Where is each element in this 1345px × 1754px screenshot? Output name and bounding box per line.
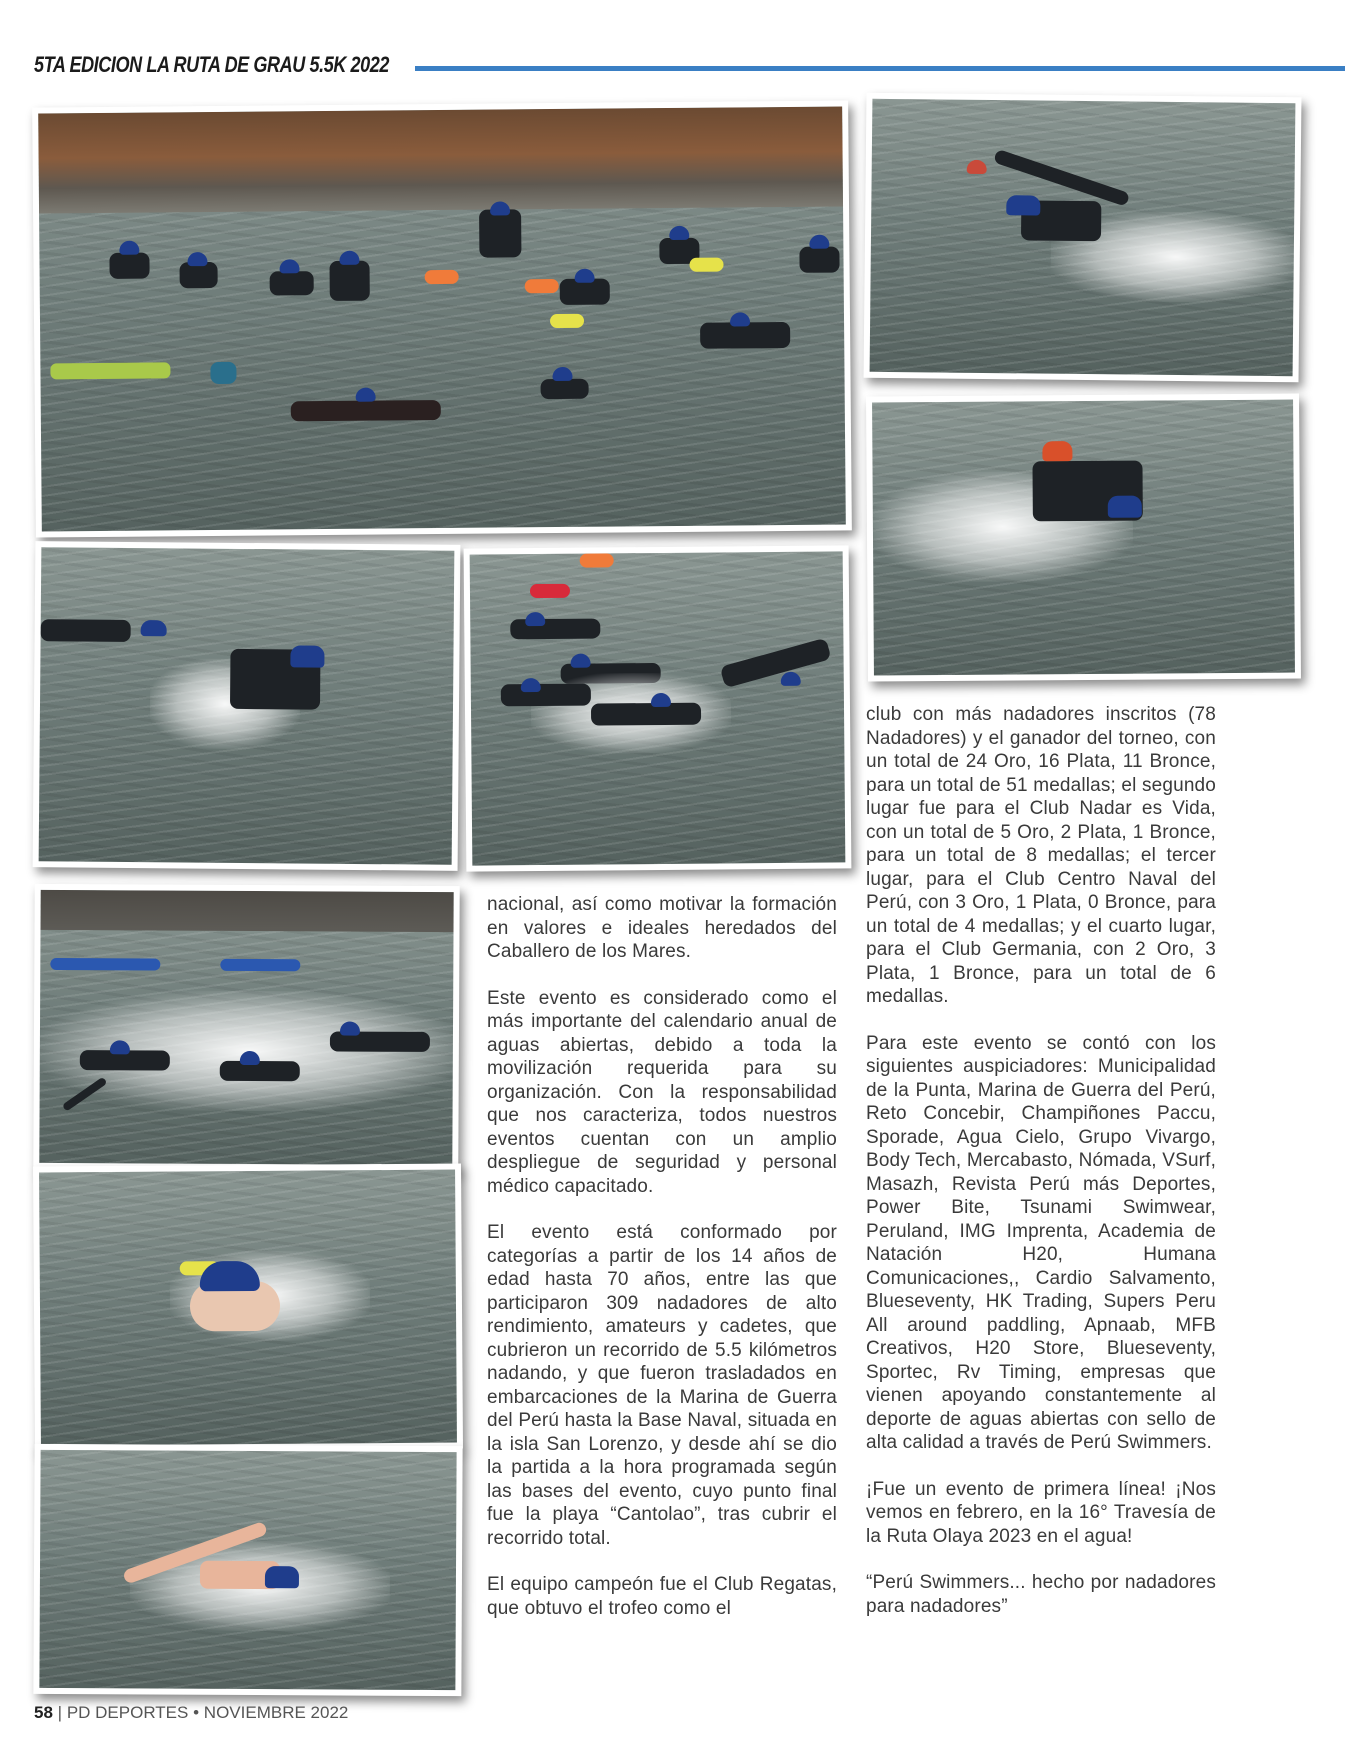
header-rule [415, 66, 1345, 71]
swimmer-arm-raised-photo [864, 93, 1302, 383]
swimmer-goggles-photo [33, 1164, 463, 1452]
group-start-photo [32, 100, 852, 537]
page-number: 58 [34, 1703, 53, 1722]
paragraph: ¡Fue un evento de primera línea! ¡Nos vemos en febrero, en la 16° Travesía de la Ruta Olaya 2023 en el agua! [866, 1478, 1216, 1547]
swimmer-splash-photo [33, 541, 461, 871]
swimmer-stroke-photo [33, 1444, 462, 1696]
paragraph: nacional, así como motivar la formación en valores e ideales heredados del Caballero de los Mares. [487, 894, 837, 962]
article-column-right [866, 703, 1216, 1641]
article-column-middle [487, 893, 837, 1643]
paragraph: El evento está conformado por categorías a partir de los 14 años de edad hasta 70 años, entre las que participaron 309 nadadores de alto rendimiento, amateurs y cadetes, que cubrieron un recorrido de 5.5 kilómetros nadando, y que fueron trasladados en embarcaciones de la Marina de Guerra del Perú hasta la Base Naval, situada en la isla San Lorenzo, y desde ahí se dio la partida a la hora programada según las bases del evento, cuyo punto final fue la playa “Cantolao”, tras cubrir el recorrido total. [487, 1222, 837, 1549]
kayak-escort-photo [33, 884, 459, 1171]
paragraph: El equipo campeón fue el Club Regatas, que obtuvo el trofeo como el [487, 1574, 837, 1619]
paragraph: “Perú Swimmers... hecho por nadadores para nadadores” [866, 1572, 1216, 1617]
paragraph: club con más nadadores inscritos (78 Nadadores) y el ganador del torneo, con un total de 24 Oro, 16 Plata, 11 Bronce, para un total de 51 medallas; el segundo lugar fue para el Club Nadar es Vida, con un total de 5 Oro, 2 Plata, 1 Bronce, para un total de 8 medallas; el tercer lugar, para el Club Centro Naval del Perú, con 3 Oro, 1 Plata, 0 Bronce, para un total de 4 medallas; y el cuarto lugar, para el Club Germania, con 2 Oro, 3 Plata, 1 Bronce, para un total de 6 medallas. [866, 704, 1216, 1007]
magazine-name: PD DEPORTES [66, 1703, 189, 1722]
paragraph: Para este evento se contó con los siguientes auspiciadores: Municipalidad de la Punta, Marina de Guerra del Perú, Reto Concebir, Champiñones Paccu, Sporade, Agua Cielo, Grupo Vivargo, Body Tech, Mercabasto, Nómada, VSurf, Masazh, Revista Perú más Deportes, Power Bite, Tsunami Swimwear, Peruland, IMG Imprenta, Academia de Natación H20, Humana Comunicaciones,, Cardio Salvamento, Blueseventy, HK Trading, Supers Peru All around paddling, Apnaab, MFB Creativos, H20 Store, Blueseventy, Sportec, Rv Timing, empresas que vienen apoyando constantemente al deporte de aguas abiertas con sello de alta calidad a través de Perú Swimmers. [866, 1032, 1216, 1453]
paragraph: Este evento es considerado como el más importante del calendario anual de aguas abiertas, debido a toda la movilización requerida para su organización. Con la responsabilidad que nos caracteriza, todos nuestros eventos cuentan con un amplio despliegue de seguridad y personal médico capacitado. [487, 987, 837, 1197]
swimmer-breathing-photo [866, 393, 1301, 681]
issue-date: NOVIEMBRE 2022 [203, 1703, 349, 1722]
footer-bullet: • [193, 1703, 200, 1722]
section-title: 5TA EDICION LA RUTA DE GRAU 5.5K 2022 [34, 52, 390, 77]
page-footer [34, 1703, 348, 1723]
swimmer-pack-photo [464, 545, 852, 871]
footer-separator: | [57, 1703, 63, 1722]
